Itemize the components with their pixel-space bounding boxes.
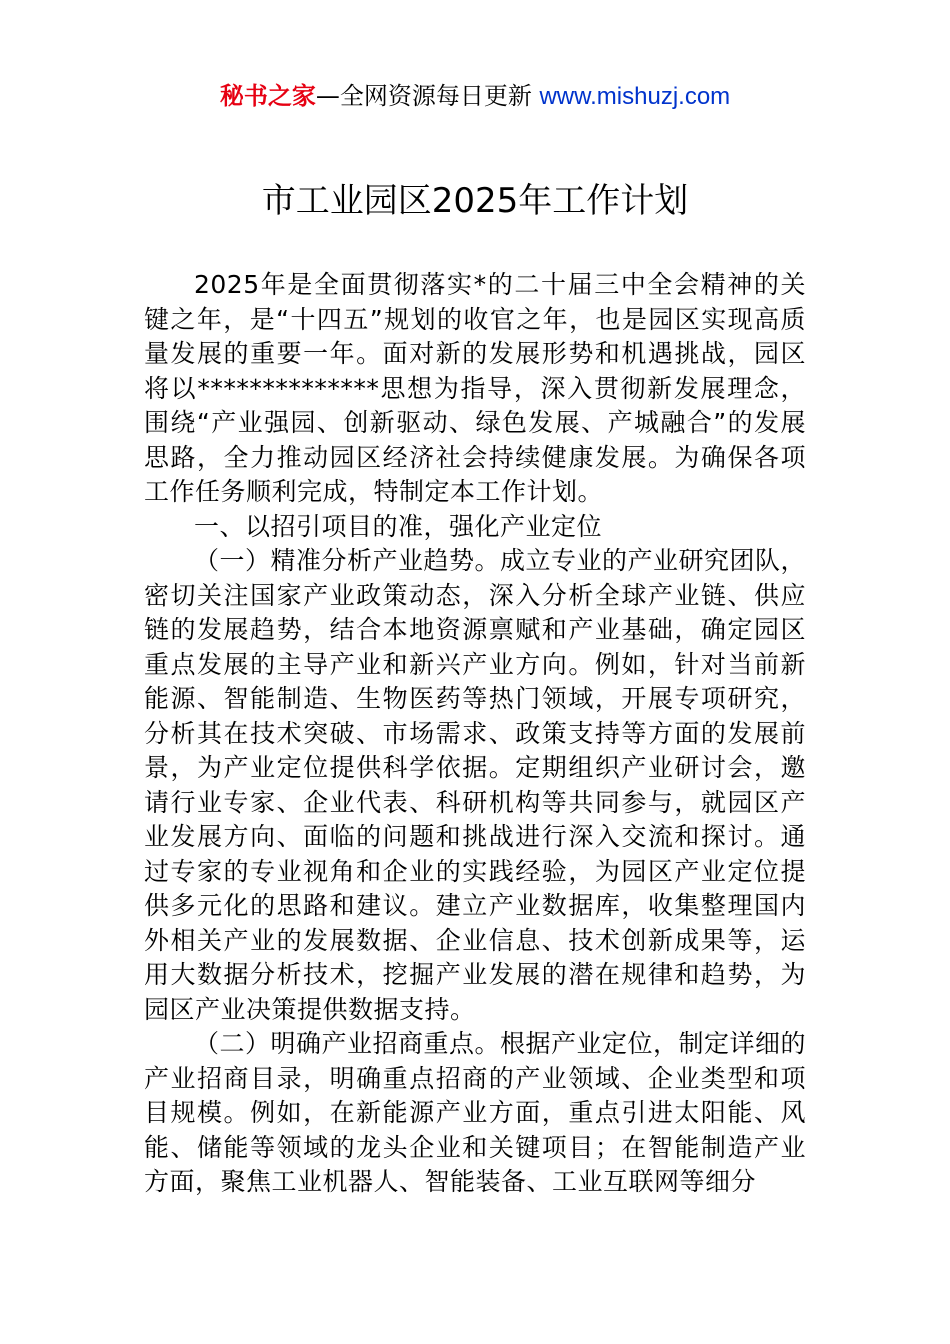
site-header (0, 80, 950, 113)
site-tagline: —全网资源每日更新 (315, 82, 540, 110)
paragraph-intro: 2025年是全面贯彻落实*的二十届三中全会精神的关键之年，是“十四五”规划的收官之年，也是园区实现高质量发展的重要一年。面对新的发展形势和机遇挑战，园区将以**************思想为指导，深入贯彻新发展理念，围绕“产业强园、创新驱动、绿色发展、产城融合”的发展思路，全力推动园区经济社会持续健康发展。为确保各项工作任务顺利完成，特制定本工作计划。 (144, 270, 806, 506)
paragraph-1-1: （一）精准分析产业趋势。成立专业的产业研究团队，密切关注国家产业政策动态，深入分析全球产业链、供应链的发展趋势，结合本地资源禀赋和产业基础，确定园区重点发展的主导产业和新兴产业方向。例如，针对当前新能源、智能制造、生物医药等热门领域，开展专项研究，分析其在技术突破、市场需求、政策支持等方面的发展前景，为产业定位提供科学依据。定期组织产业研讨会，邀请行业专家、企业代表、科研机构等共同参与，就园区产业发展方向、面临的问题和挑战进行深入交流和探讨。通过专家的专业视角和企业的实践经验，为园区产业定位提供多元化的思路和建议。建立产业数据库，收集整理国内外相关产业的发展数据、企业信息、技术创新成果等，运用大数据分析技术，挖掘产业发展的潜在规律和趋势，为园区产业决策提供数据支持。 (144, 546, 807, 1024)
paragraph-1-2: （二）明确产业招商重点。根据产业定位，制定详细的产业招商目录，明确重点招商的产业领域、企业类型和项目规模。例如，在新能源产业方面，重点引进太阳能、风能、储能等领域的龙头企业和关键项目；在智能制造产业方面，聚焦工业机器人、智能装备、工业互联网等细分 (144, 1029, 807, 1196)
site-brand: 秘书之家 (219, 82, 316, 110)
document-title: 市工业园区2025年工作计划 (261, 181, 689, 221)
section-heading-1: 一、以招引项目的准，强化产业定位 (194, 511, 603, 541)
site-url-link[interactable]: www.mishuzj.com (539, 83, 731, 110)
document-body (144, 268, 806, 1200)
